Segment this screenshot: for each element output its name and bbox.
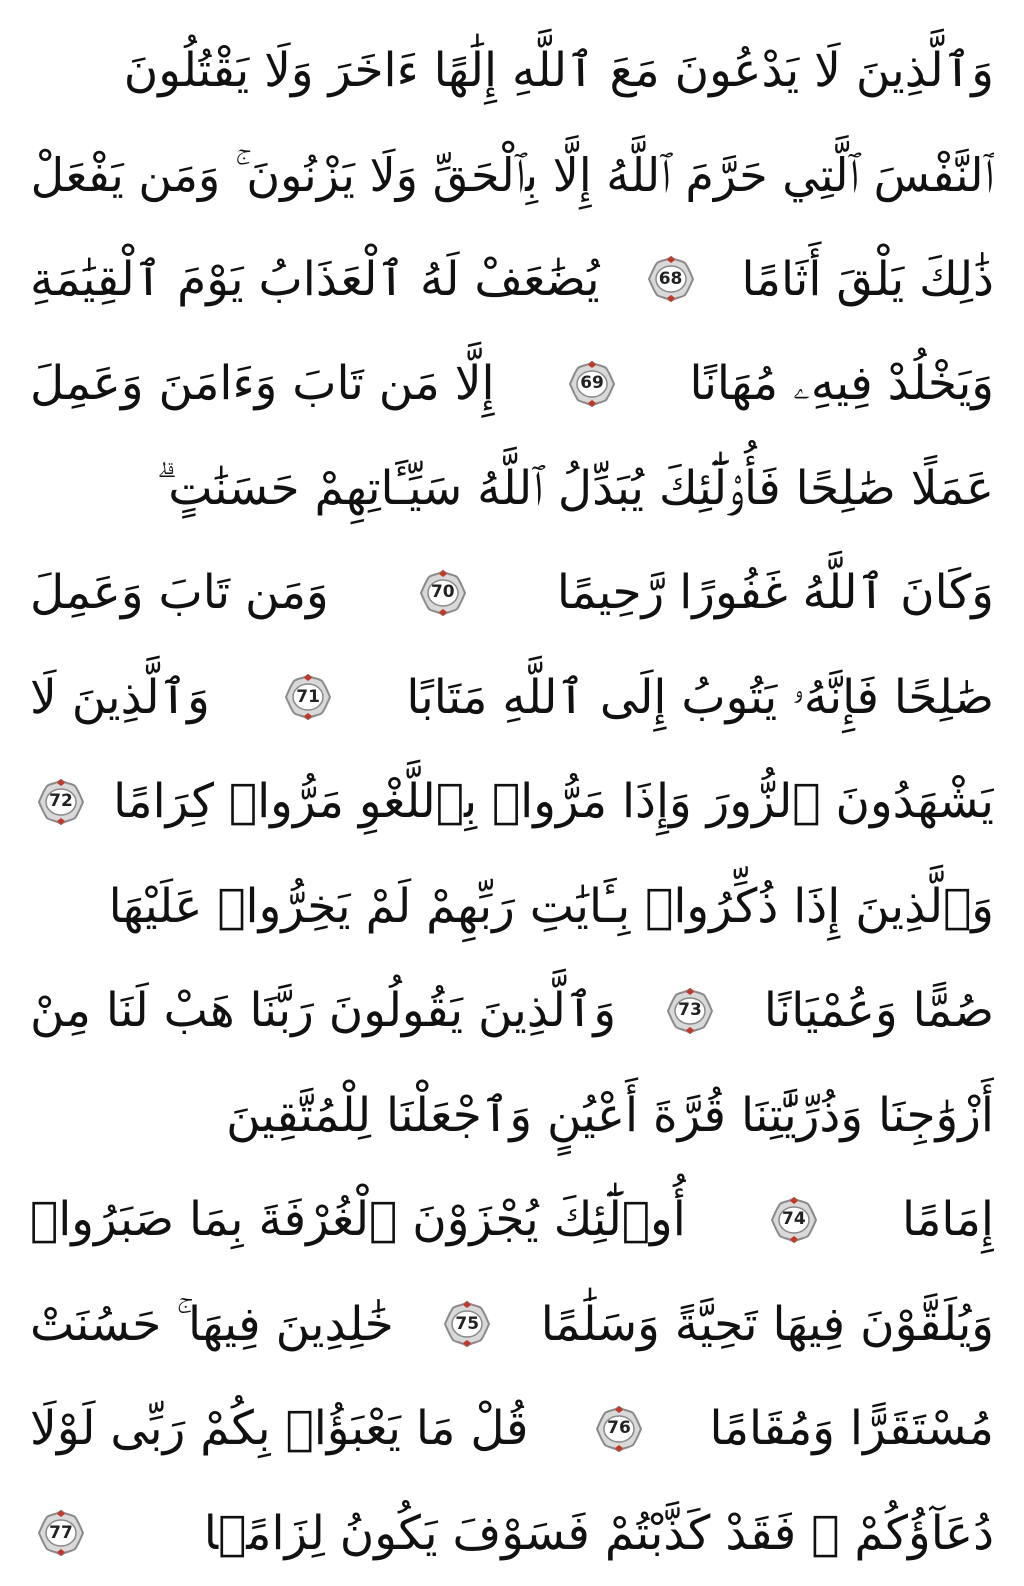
verse-text: إِمَامًا [901, 1192, 994, 1248]
verse-text: يُضَٰعَفْ لَهُ ٱلْعَذَابُ يَوْمَ ٱلْقِيَٰمَةِ [30, 251, 600, 307]
text-line [30, 959, 994, 1064]
text-line [30, 1168, 994, 1273]
text-line [30, 1272, 994, 1377]
verse-text: يَشْهَدُونَ ٱلزُّورَ وَإِذَا مَرُّوا۟ بِٱللَّغْوِ مَرُّوا۟ كِرَامًا [113, 774, 994, 830]
ayah-end-marker [36, 777, 86, 827]
text-line [30, 541, 994, 646]
verse-text: وَكَانَ ٱللَّهُ غَفُورًا رَّحِيمًا [556, 565, 994, 621]
ayah-end-marker [442, 1299, 492, 1349]
text-line [30, 750, 994, 855]
verse-text: وَٱلَّذِينَ يَقُولُونَ رَبَّنَا هَبْ لَنَا مِنْ [30, 983, 617, 1039]
ayah-number: 68 [658, 268, 683, 289]
ayah-number: 69 [580, 373, 604, 394]
ayah-number: 72 [49, 791, 73, 812]
verse-text: وَمَن تَابَ وَعَمِلَ [30, 565, 329, 621]
verse-text: صُمًّا وَعُمْيَانًا [763, 983, 994, 1039]
ayah-end-marker [418, 568, 468, 618]
ayah-number: 73 [678, 1000, 702, 1021]
text-line [30, 854, 994, 959]
verse-text: عَمَلًا صَٰلِحًا فَأُو۟لَٰٓئِكَ يُبَدِّلُ ٱللَّهُ سَيِّـَٔاتِهِمْ حَسَنَٰتٍ ۗ [156, 460, 994, 516]
verse-text: وَٱلَّذِينَ لَا يَدْعُونَ مَعَ ٱللَّهِ إِلَٰهًا ءَاخَرَ وَلَا يَقْتُلُونَ [123, 42, 994, 98]
verse-text: أَزْوَٰجِنَا وَذُرِّيَّٰتِنَا قُرَّةَ أَعْيُنٍ وَٱجْعَلْنَا لِلْمُتَّقِينَ [226, 1087, 994, 1143]
text-line [30, 1063, 994, 1168]
ayah-end-marker [567, 359, 617, 409]
verse-text: خَٰلِدِينَ فِيهَا ۚ حَسُنَتْ [30, 1296, 394, 1352]
ayah-number: 76 [607, 1418, 631, 1439]
verse-text: ذَٰلِكَ يَلْقَ أَثَامًا [741, 251, 994, 307]
verse-text: ٱلنَّفْسَ ٱلَّتِي حَرَّمَ ٱللَّهُ إِلَّا بِٱلْحَقِّ وَلَا يَزْنُونَ ۚ وَمَن يَفْعَلْ [30, 147, 994, 202]
ayah-end-marker [646, 254, 696, 304]
ayah-number: 70 [430, 582, 455, 603]
text-line [30, 1481, 994, 1586]
text-line [30, 436, 994, 541]
ayah-end-marker [665, 986, 715, 1036]
ayah-number: 71 [296, 686, 320, 707]
verse-text: وَٱلَّذِينَ لَا [30, 669, 210, 725]
text-line [30, 227, 994, 332]
verse-text: وَٱلَّذِينَ إِذَا ذُكِّرُوا۟ بِـَٔايَٰتِ رَبِّهِمْ لَمْ يَخِرُّوا۟ عَلَيْهَا [108, 878, 994, 934]
verse-text: مُسْتَقَرًّا وَمُقَامًا [709, 1401, 994, 1457]
ayah-number: 77 [49, 1522, 73, 1543]
verse-text: دُعَآؤُكُمْ ۖ فَقَدْ كَذَّبْتُمْ فَسَوْفَ يَكُونُ لِزَامًۢا [203, 1505, 994, 1561]
ayah-end-marker [283, 672, 333, 722]
ayah-end-marker [36, 1508, 86, 1558]
text-line [30, 18, 994, 123]
text-line [30, 1377, 994, 1482]
ayah-number: 75 [455, 1313, 480, 1334]
text-line [30, 645, 994, 750]
verse-text: إِلَّا مَن تَابَ وَءَامَنَ وَعَمِلَ [30, 356, 495, 412]
text-line [30, 332, 994, 437]
text-line [30, 123, 994, 228]
ayah-number: 74 [782, 1209, 806, 1230]
verse-text: وَيَخْلُدْ فِيهِۦ مُهَانًا [689, 356, 994, 412]
ayah-end-marker [769, 1195, 819, 1245]
verse-text: وَيُلَقَّوْنَ فِيهَا تَحِيَّةً وَسَلَٰمًا [540, 1296, 994, 1352]
verse-text: قُلْ مَا يَعْبَؤُا۟ بِكُمْ رَبِّى لَوْلَا [30, 1401, 529, 1457]
ayah-end-marker [594, 1404, 644, 1454]
verse-text: أُو۟لَٰٓئِكَ يُجْزَوْنَ ٱلْغُرْفَةَ بِمَا صَبَرُوا۟ [30, 1192, 686, 1248]
verse-text: صَٰلِحًا فَإِنَّهُۥ يَتُوبُ إِلَى ٱللَّهِ مَتَابًا [406, 669, 994, 725]
